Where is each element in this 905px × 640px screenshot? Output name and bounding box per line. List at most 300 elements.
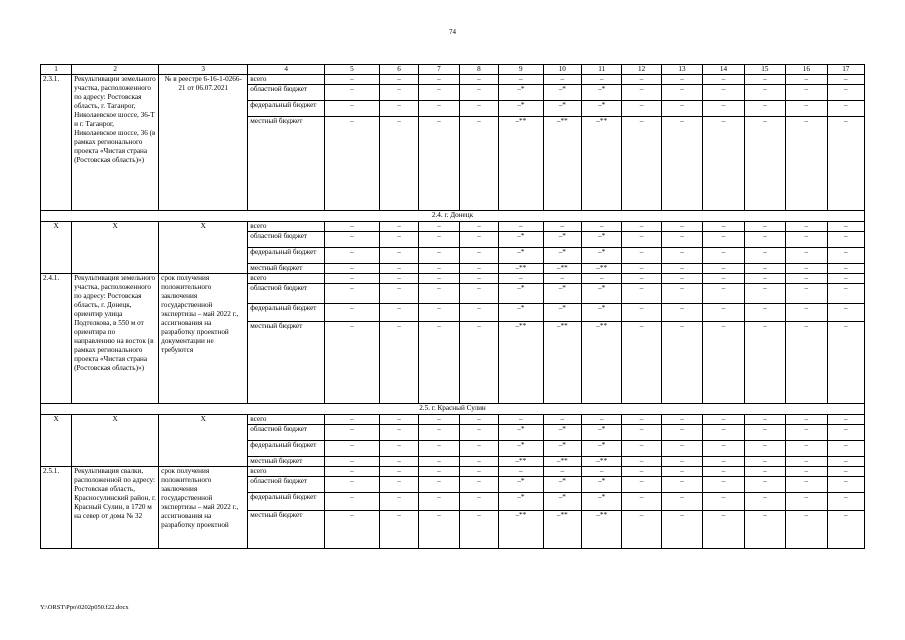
value-cell: – (661, 322, 702, 404)
value-cell: – (661, 284, 702, 304)
value-cell: – (499, 75, 544, 85)
value-cell: – (324, 284, 379, 304)
column-number-header: 11 (581, 65, 621, 75)
value-cell: – (622, 222, 661, 232)
value-cell: – (786, 75, 827, 85)
value-cell: – (419, 415, 459, 425)
budget-row (41, 75, 865, 85)
value-cell: –* (581, 232, 621, 248)
value-cell: – (703, 117, 744, 211)
column-number-header: 13 (661, 65, 702, 75)
value-cell: – (827, 304, 864, 322)
value-cell: – (459, 304, 498, 322)
column-number-header: 9 (499, 65, 544, 75)
value-cell: – (661, 467, 702, 477)
value-cell: – (827, 75, 864, 85)
value-cell: –* (499, 425, 544, 441)
value-cell: – (459, 477, 498, 493)
funding-source-label: областной бюджет (248, 232, 325, 248)
value-cell: – (459, 441, 498, 457)
funding-source-label: областной бюджет (248, 425, 325, 441)
value-cell: – (379, 457, 418, 467)
value-cell: – (459, 248, 498, 264)
budget-row (41, 467, 865, 477)
value-cell: – (622, 248, 661, 264)
value-cell: – (744, 274, 785, 284)
value-cell: –** (581, 457, 621, 467)
value-cell: –* (499, 284, 544, 304)
value-cell: –** (499, 117, 544, 211)
value-cell: –* (581, 101, 621, 117)
value-cell: – (379, 85, 418, 101)
funding-source-label: федеральный бюджет (248, 304, 325, 322)
value-cell: –* (581, 284, 621, 304)
column-number-header: 4 (248, 65, 325, 75)
value-cell: – (786, 264, 827, 274)
value-cell: –* (499, 232, 544, 248)
value-cell: – (419, 101, 459, 117)
value-cell: –* (581, 441, 621, 457)
value-cell: – (661, 85, 702, 101)
value-cell: – (419, 457, 459, 467)
value-cell: – (459, 425, 498, 441)
value-cell: –** (543, 511, 581, 549)
value-cell: – (703, 232, 744, 248)
value-cell: – (459, 232, 498, 248)
value-cell: –* (543, 493, 581, 511)
value-cell: – (744, 117, 785, 211)
column-number-header: 2 (72, 65, 159, 75)
value-cell: – (419, 284, 459, 304)
value-cell: –* (581, 425, 621, 441)
value-cell: – (419, 322, 459, 404)
value-cell: – (827, 415, 864, 425)
value-cell: – (581, 415, 621, 425)
section-row (41, 404, 865, 415)
value-cell: – (661, 274, 702, 284)
value-cell: – (786, 467, 827, 477)
value-cell: – (499, 274, 544, 284)
value-cell: – (703, 425, 744, 441)
value-cell: – (827, 248, 864, 264)
value-cell: – (703, 322, 744, 404)
value-cell: – (622, 75, 661, 85)
value-cell: – (622, 284, 661, 304)
value-cell: – (324, 304, 379, 322)
value-cell: – (786, 248, 827, 264)
value-cell: – (324, 222, 379, 232)
value-cell: –* (543, 441, 581, 457)
column-number-header: 16 (786, 65, 827, 75)
funding-source-label: местный бюджет (248, 511, 325, 549)
value-cell: – (543, 75, 581, 85)
value-cell: –* (581, 304, 621, 322)
value-cell: –* (499, 304, 544, 322)
value-cell: – (744, 467, 785, 477)
value-cell: – (786, 457, 827, 467)
value-cell: – (419, 222, 459, 232)
value-cell: – (827, 284, 864, 304)
value-cell: – (744, 85, 785, 101)
value-cell: – (744, 248, 785, 264)
value-cell: – (703, 441, 744, 457)
value-cell: – (661, 425, 702, 441)
value-cell: – (661, 264, 702, 274)
value-cell: –* (543, 232, 581, 248)
value-cell: –** (543, 322, 581, 404)
funding-source-label: областной бюджет (248, 477, 325, 493)
funding-source-label: всего (248, 415, 325, 425)
value-cell: – (786, 415, 827, 425)
value-cell: – (581, 75, 621, 85)
value-cell: – (324, 117, 379, 211)
value-cell: –* (543, 284, 581, 304)
value-cell: – (661, 101, 702, 117)
value-cell: –* (543, 101, 581, 117)
value-cell: – (703, 511, 744, 549)
item-document: № в реестре 6-16-1-0266-21 от 06.07.2021 (159, 75, 248, 211)
funding-source-label: местный бюджет (248, 264, 325, 274)
value-cell: – (786, 222, 827, 232)
value-cell: – (703, 222, 744, 232)
value-cell: –* (543, 425, 581, 441)
value-cell: – (744, 425, 785, 441)
value-cell: –** (543, 117, 581, 211)
column-number-header: 3 (159, 65, 248, 75)
value-cell: – (827, 222, 864, 232)
value-cell: – (379, 101, 418, 117)
funding-source-label: всего (248, 274, 325, 284)
value-cell: – (661, 304, 702, 322)
value-cell: – (622, 232, 661, 248)
item-name: X (72, 415, 159, 467)
value-cell: – (661, 457, 702, 467)
value-cell: – (499, 415, 544, 425)
value-cell: – (324, 425, 379, 441)
value-cell: –** (581, 511, 621, 549)
value-cell: – (661, 75, 702, 85)
value-cell: – (379, 117, 418, 211)
item-document: срок получения положительного заключения государственной экспертизы – май 2022 г., ассигнования на разработку проектной (159, 467, 248, 549)
value-cell: – (379, 264, 418, 274)
value-cell: – (622, 477, 661, 493)
value-cell: – (744, 101, 785, 117)
value-cell: – (324, 264, 379, 274)
value-cell: – (622, 322, 661, 404)
value-cell: – (459, 264, 498, 274)
value-cell: – (581, 467, 621, 477)
value-cell: –* (543, 477, 581, 493)
value-cell: – (379, 274, 418, 284)
value-cell: – (703, 274, 744, 284)
value-cell: – (827, 467, 864, 477)
value-cell: – (379, 467, 418, 477)
value-cell: – (703, 284, 744, 304)
value-cell: –* (499, 101, 544, 117)
funding-source-label: всего (248, 467, 325, 477)
value-cell: – (661, 222, 702, 232)
section-row (41, 211, 865, 222)
value-cell: – (703, 477, 744, 493)
value-cell: – (703, 264, 744, 274)
value-cell: –** (581, 117, 621, 211)
item-number: 2.3.1. (41, 75, 72, 211)
value-cell: – (459, 274, 498, 284)
section-title: 2.4. г. Донецк (41, 211, 865, 222)
column-number-header: 6 (379, 65, 418, 75)
funding-source-label: местный бюджет (248, 322, 325, 404)
column-number-header: 7 (419, 65, 459, 75)
value-cell: –* (499, 477, 544, 493)
value-cell: –* (581, 493, 621, 511)
item-document: X (159, 222, 248, 274)
item-number: X (41, 415, 72, 467)
value-cell: – (419, 274, 459, 284)
value-cell: – (324, 441, 379, 457)
value-cell: – (827, 274, 864, 284)
value-cell: – (744, 493, 785, 511)
item-name: Рекультивации земельного участка, расположенного по адресу: Ростовская область, г. Таганрог, Николаевское шоссе, 36-Т и г. Таганрог, Николаевское шоссе, 36 (в рамках регионального проекта «Чистая страна (Ростовская область)») (72, 75, 159, 211)
value-cell: – (459, 101, 498, 117)
value-cell: – (419, 264, 459, 274)
page-number: 74 (449, 28, 456, 36)
value-cell: – (744, 457, 785, 467)
value-cell: – (499, 222, 544, 232)
value-cell: – (543, 467, 581, 477)
value-cell: – (379, 415, 418, 425)
value-cell: – (324, 467, 379, 477)
value-cell: – (622, 117, 661, 211)
value-cell: – (379, 441, 418, 457)
value-cell: – (661, 511, 702, 549)
value-cell: – (744, 477, 785, 493)
value-cell: – (324, 274, 379, 284)
value-cell: – (703, 248, 744, 264)
value-cell: – (703, 75, 744, 85)
funding-source-label: федеральный бюджет (248, 101, 325, 117)
value-cell: –* (543, 304, 581, 322)
value-cell: – (324, 415, 379, 425)
value-cell: –** (581, 264, 621, 274)
value-cell: – (622, 101, 661, 117)
funding-source-label: местный бюджет (248, 117, 325, 211)
value-cell: – (459, 467, 498, 477)
value-cell: – (622, 415, 661, 425)
value-cell: –* (543, 85, 581, 101)
header-row (41, 65, 865, 75)
value-cell: – (744, 232, 785, 248)
item-number: 2.4.1. (41, 274, 72, 404)
funding-source-label: федеральный бюджет (248, 248, 325, 264)
item-document: X (159, 415, 248, 467)
value-cell: – (786, 85, 827, 101)
value-cell: – (379, 322, 418, 404)
value-cell: – (419, 248, 459, 264)
value-cell: – (661, 441, 702, 457)
value-cell: – (324, 493, 379, 511)
funding-source-label: всего (248, 222, 325, 232)
column-number-header: 14 (703, 65, 744, 75)
value-cell: – (827, 117, 864, 211)
funding-source-label: областной бюджет (248, 284, 325, 304)
value-cell: – (324, 477, 379, 493)
value-cell: –** (581, 322, 621, 404)
value-cell: – (661, 493, 702, 511)
value-cell: – (459, 493, 498, 511)
value-cell: – (379, 304, 418, 322)
value-cell: – (459, 117, 498, 211)
item-name: X (72, 222, 159, 274)
value-cell: – (324, 457, 379, 467)
budget-row (41, 222, 865, 232)
value-cell: – (622, 467, 661, 477)
value-cell: – (379, 493, 418, 511)
value-cell: – (379, 222, 418, 232)
value-cell: – (499, 467, 544, 477)
value-cell: – (419, 75, 459, 85)
funding-source-label: местный бюджет (248, 457, 325, 467)
value-cell: – (786, 511, 827, 549)
funding-source-label: областной бюджет (248, 85, 325, 101)
value-cell: – (419, 477, 459, 493)
value-cell: – (703, 415, 744, 425)
value-cell: – (622, 274, 661, 284)
value-cell: – (703, 101, 744, 117)
value-cell: – (744, 304, 785, 322)
value-cell: – (324, 248, 379, 264)
value-cell: – (786, 274, 827, 284)
value-cell: – (379, 284, 418, 304)
value-cell: – (827, 493, 864, 511)
value-cell: – (459, 284, 498, 304)
value-cell: – (744, 415, 785, 425)
value-cell: – (827, 511, 864, 549)
value-cell: – (324, 101, 379, 117)
value-cell: –** (543, 457, 581, 467)
value-cell: – (827, 322, 864, 404)
value-cell: – (827, 85, 864, 101)
item-number: X (41, 222, 72, 274)
value-cell: – (379, 477, 418, 493)
value-cell: –** (499, 264, 544, 274)
value-cell: – (703, 457, 744, 467)
value-cell: – (459, 322, 498, 404)
value-cell: – (786, 322, 827, 404)
value-cell: – (581, 274, 621, 284)
value-cell: – (661, 232, 702, 248)
value-cell: –* (581, 85, 621, 101)
value-cell: – (459, 415, 498, 425)
item-document: срок получения положительного заключения государственной экспертизы – май 2022 г., ассигнования на разработку проектной документации не требуются (159, 274, 248, 404)
value-cell: – (379, 425, 418, 441)
column-number-header: 17 (827, 65, 864, 75)
value-cell: – (827, 232, 864, 248)
budget-row (41, 415, 865, 425)
value-cell: – (661, 248, 702, 264)
value-cell: – (324, 511, 379, 549)
value-cell: –* (499, 441, 544, 457)
value-cell: – (324, 232, 379, 248)
value-cell: – (786, 284, 827, 304)
value-cell: – (661, 415, 702, 425)
value-cell: – (661, 117, 702, 211)
value-cell: – (379, 511, 418, 549)
value-cell: – (786, 493, 827, 511)
value-cell: – (419, 304, 459, 322)
value-cell: – (459, 511, 498, 549)
value-cell: – (827, 264, 864, 274)
value-cell: – (581, 222, 621, 232)
column-number-header: 8 (459, 65, 498, 75)
value-cell: – (419, 425, 459, 441)
value-cell: – (786, 232, 827, 248)
budget-row (41, 274, 865, 284)
value-cell: – (419, 511, 459, 549)
column-number-header: 12 (622, 65, 661, 75)
value-cell: – (703, 85, 744, 101)
value-cell: – (324, 75, 379, 85)
value-cell: – (827, 457, 864, 467)
funding-source-label: всего (248, 75, 325, 85)
value-cell: – (379, 75, 418, 85)
column-number-header: 1 (41, 65, 72, 75)
file-path-footer: Y:\ORST\Ppo\0202p050.f22.docx (40, 604, 129, 611)
value-cell: – (543, 274, 581, 284)
value-cell: – (622, 264, 661, 274)
item-number: 2.5.1. (41, 467, 72, 549)
value-cell: – (661, 477, 702, 493)
funding-source-label: федеральный бюджет (248, 441, 325, 457)
item-name: Рекультивация земельного участка, расположенного по адресу: Ростовская область, г. Донецк, ориентир улица Подтелкова, в 550 м от ориентира по направлению на восток (в рамках регионального проекта «Чистая страна (Ростовская область)») (72, 274, 159, 404)
value-cell: –** (499, 457, 544, 467)
budget-table (40, 64, 865, 549)
value-cell: – (622, 441, 661, 457)
value-cell: – (419, 85, 459, 101)
value-cell: – (827, 425, 864, 441)
value-cell: – (419, 232, 459, 248)
value-cell: – (786, 101, 827, 117)
value-cell: – (379, 232, 418, 248)
value-cell: – (786, 477, 827, 493)
value-cell: – (786, 425, 827, 441)
value-cell: – (324, 85, 379, 101)
value-cell: – (744, 264, 785, 274)
value-cell: – (786, 441, 827, 457)
value-cell: – (622, 457, 661, 467)
funding-source-label: федеральный бюджет (248, 493, 325, 511)
value-cell: – (459, 85, 498, 101)
value-cell: – (622, 493, 661, 511)
value-cell: – (744, 511, 785, 549)
value-cell: – (786, 117, 827, 211)
value-cell: – (459, 457, 498, 467)
value-cell: – (703, 304, 744, 322)
value-cell: – (744, 75, 785, 85)
value-cell: – (459, 222, 498, 232)
value-cell: –* (581, 248, 621, 264)
value-cell: – (744, 441, 785, 457)
value-cell: –** (499, 511, 544, 549)
value-cell: – (622, 85, 661, 101)
value-cell: – (543, 222, 581, 232)
value-cell: – (827, 441, 864, 457)
value-cell: – (419, 467, 459, 477)
item-name: Рекультивация свалки, расположенной по адресу: Ростовская область, Красносулинский район, г. Красный Сулин, в 1720 м на север от дома № 32 (72, 467, 159, 549)
value-cell: – (324, 322, 379, 404)
value-cell: – (379, 248, 418, 264)
section-title: 2.5. г. Красный Сулин (41, 404, 865, 415)
value-cell: – (703, 493, 744, 511)
